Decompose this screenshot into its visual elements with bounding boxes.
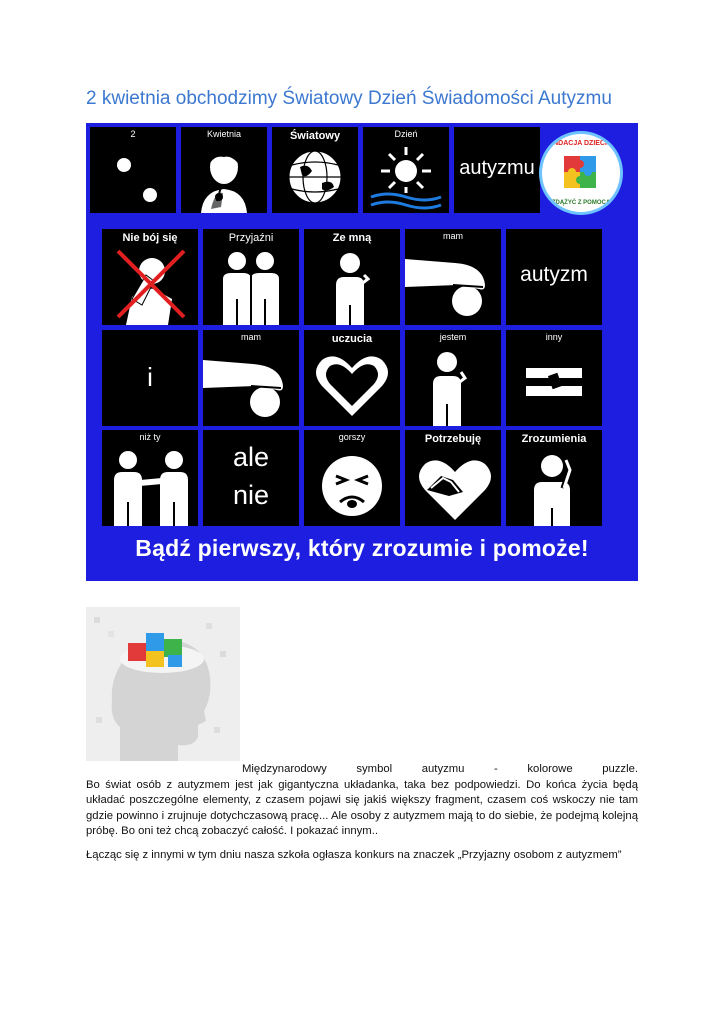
symbol-label: gorszy — [338, 432, 366, 442]
symbol-card-swiatowy — [272, 127, 358, 213]
symbol-card-mam-2 — [203, 330, 299, 426]
heart-icon — [304, 330, 400, 426]
symbol-word: autyzmu — [459, 157, 535, 179]
symbol-card-2 — [90, 127, 176, 213]
symbol-card-nie-boj-sie — [102, 229, 198, 325]
autism-awareness-poster — [86, 123, 638, 581]
symbol-word: ale — [232, 442, 270, 472]
symbol-label: Ze mną — [332, 232, 372, 244]
page-title: 2 kwietnia obchodzimy Światowy Dzień Świadomości Autyzmu — [86, 88, 612, 109]
symbol-card-ze-mna — [304, 229, 400, 325]
frown-face-icon — [304, 430, 400, 526]
hand-ball-icon — [405, 229, 501, 325]
symbol-card-potrzebuje — [405, 430, 501, 526]
symbol-card-mam — [405, 229, 501, 325]
word-card-autyzmu — [454, 127, 540, 213]
word-card-ale-nie — [203, 430, 299, 526]
symbol-label: niż ty — [139, 432, 161, 442]
word-card-autyzm — [506, 229, 602, 325]
person-me-icon — [405, 330, 501, 426]
symbol-card-uczucia — [304, 330, 400, 426]
sun-icon — [363, 127, 449, 213]
symbol-label: Kwietnia — [206, 129, 242, 139]
symbol-card-kwietnia — [181, 127, 267, 213]
symbol-label: Zrozumienia — [521, 433, 587, 445]
friends-icon — [203, 229, 299, 325]
symbol-label: mam — [241, 332, 261, 342]
symbol-card-gorszy — [304, 430, 400, 526]
hand-ball-icon — [203, 330, 299, 426]
pointing-icon — [102, 430, 198, 526]
two-dots-icon — [90, 127, 176, 213]
paragraph-puzzle-symbol — [86, 762, 638, 840]
symbol-card-dzien — [363, 127, 449, 213]
foundation-logo — [539, 131, 623, 215]
symbol-label: mam — [443, 231, 463, 241]
symbol-label: Potrzebuję — [424, 433, 482, 445]
symbol-label: jestem — [439, 332, 467, 342]
symbol-card-zrozumienia — [506, 430, 602, 526]
image-caption: Międzynarodowy symbol autyzmu - kolorowe puzzle. — [242, 763, 638, 775]
symbol-label: uczucia — [331, 333, 373, 345]
symbol-word: i — [147, 362, 153, 392]
person-me-icon — [304, 229, 400, 325]
logo-top-text: FUNDACJA DZIECIOM — [543, 140, 619, 147]
puzzle-head-image — [86, 607, 240, 761]
globe-icon — [272, 127, 358, 213]
do-not-fear-icon — [102, 229, 198, 325]
symbol-card-inny — [506, 330, 602, 426]
symbol-label: inny — [545, 332, 563, 342]
logo-bottom-text: ZDĄŻYĆ Z POMOCĄ — [551, 200, 611, 206]
not-equal-icon — [506, 330, 602, 426]
hand-heart-icon — [405, 430, 501, 526]
symbol-word: nie — [232, 480, 270, 510]
symbol-label: 2 — [130, 129, 136, 139]
symbol-word: autyzm — [520, 263, 588, 286]
symbol-card-przyjazni — [203, 229, 299, 325]
puzzle-head-icon — [86, 607, 240, 761]
poster-slogan: Bądź pierwszy, który zrozumie i pomoże! — [135, 535, 589, 561]
word-card-i — [102, 330, 198, 426]
paragraph-contest: Łącząc się z innymi w tym dniu nasza szkoła ogłasza konkurs na znaczek „Przyjazny osobom z autyzmem” — [86, 849, 622, 861]
symbol-label: Dzień — [394, 129, 418, 139]
symbol-label: Przyjaźni — [228, 232, 274, 244]
person-thinking-icon — [506, 430, 602, 526]
man-thinking-icon — [181, 127, 267, 213]
symbol-card-niz-ty — [102, 430, 198, 526]
paragraph-text: Bo świat osób z autyzmem jest jak gigantyczna układanka, taka bez podpowiedzi. Do końca życia będą układać poszczególne elementy, z czasem pojawi się jakiś większy fragment, czasem coś wskoczy nie tam gdzie powinno i zrujnuje dotychczasową pracę... Ale osoby z autyzmem mają to do siebie, że podejmą kolejną próbę. Bo oni też chcą zobaczyć całość. I pokazać innym.. — [86, 778, 638, 838]
symbol-label: Światowy — [289, 130, 341, 142]
symbol-label: Nie bój się — [122, 232, 178, 244]
symbol-card-jestem — [405, 330, 501, 426]
